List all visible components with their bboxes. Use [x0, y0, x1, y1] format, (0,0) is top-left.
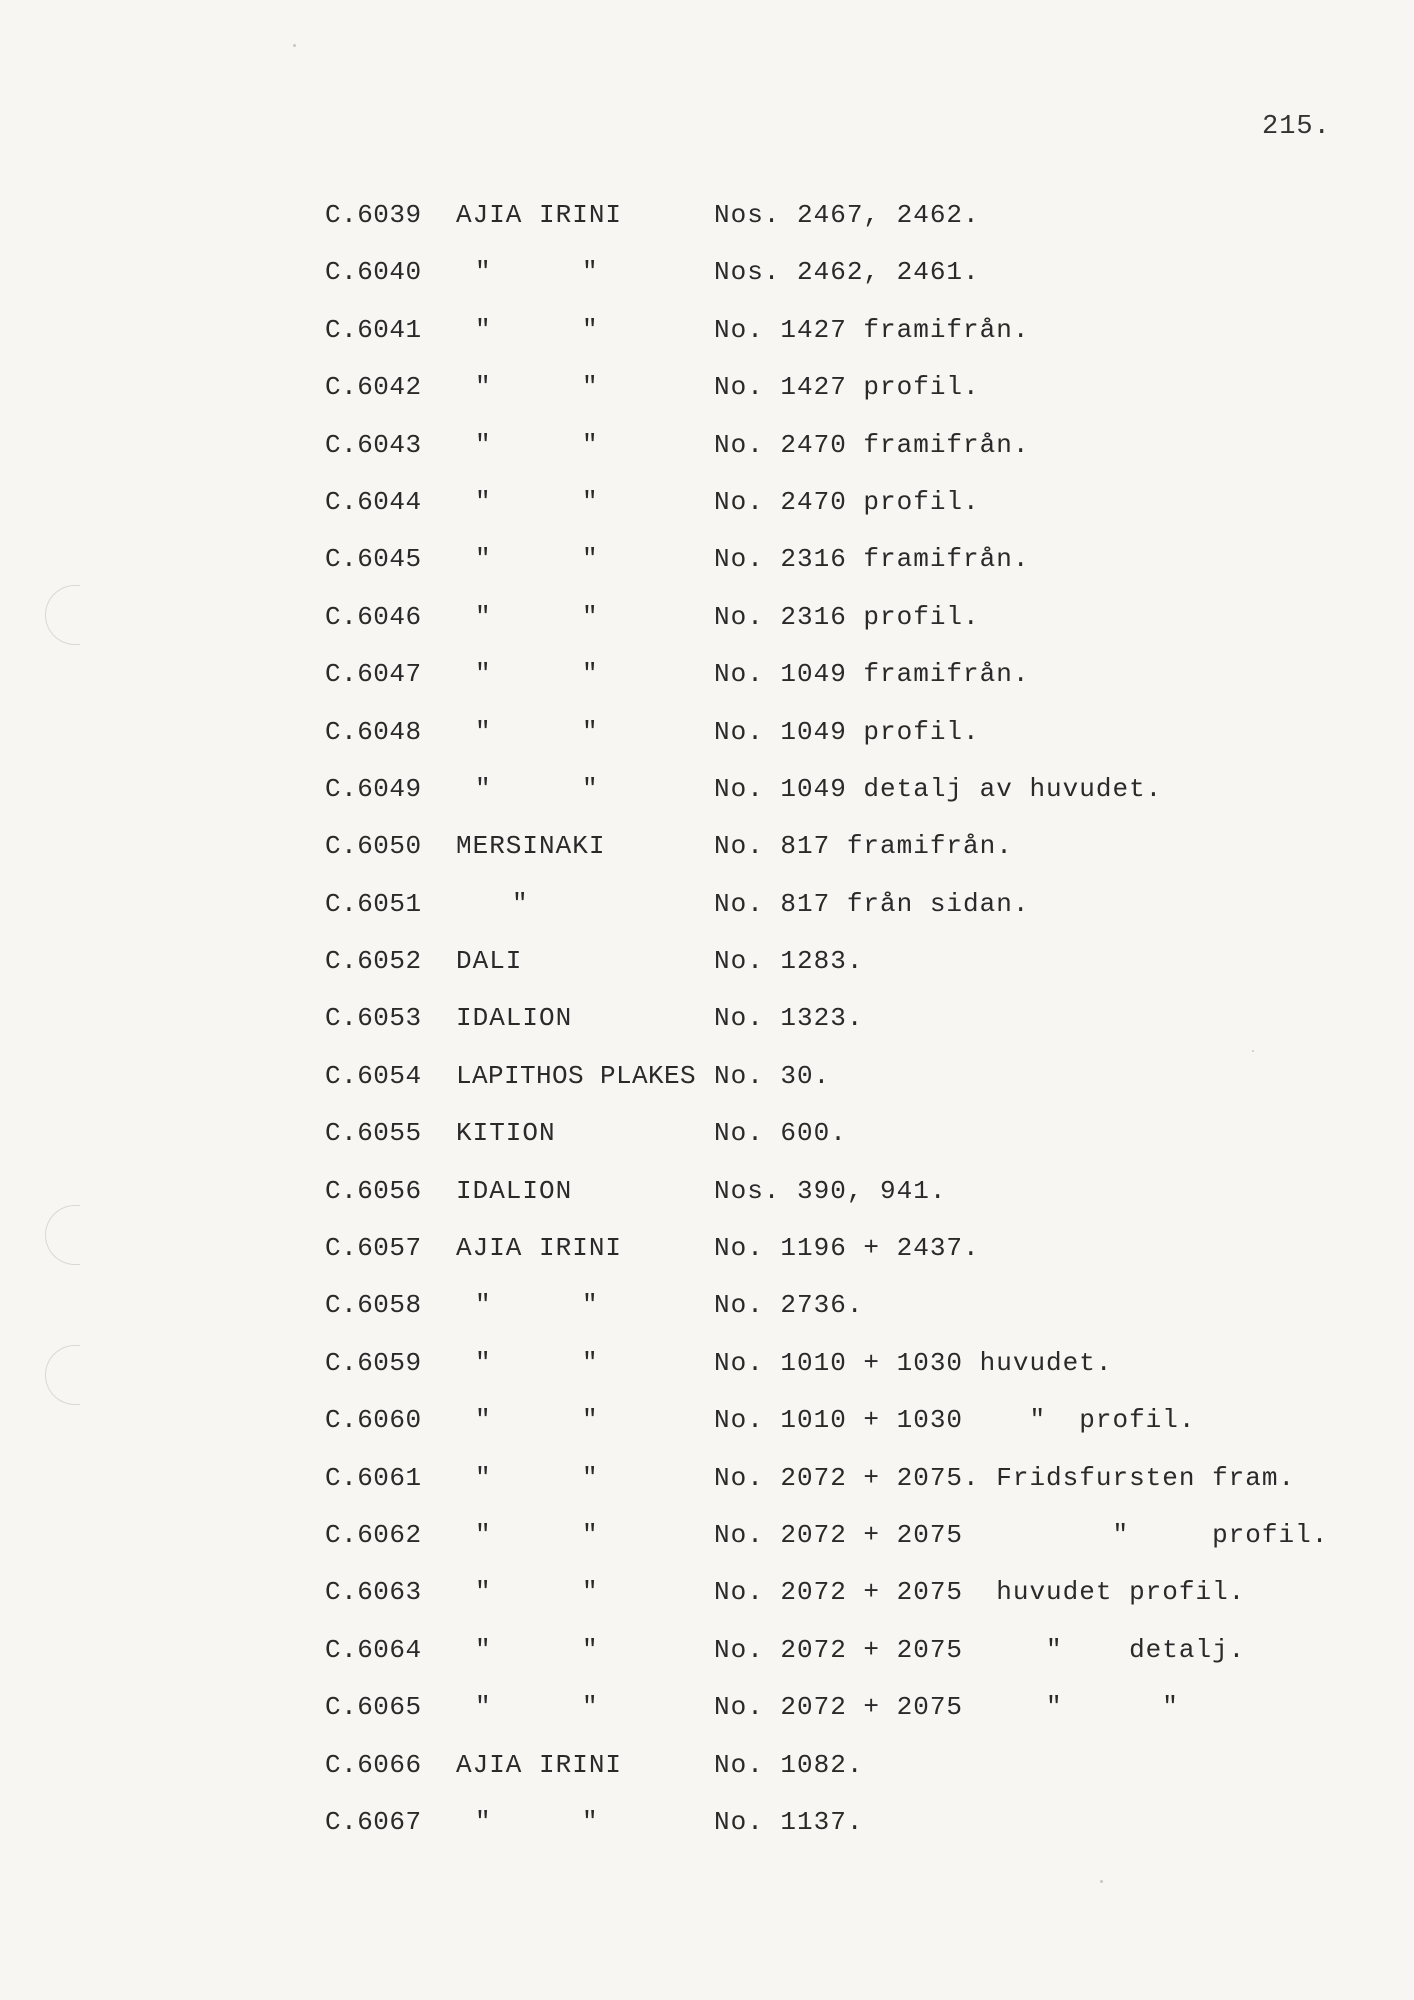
item-description: No. 2316 profil.: [714, 601, 980, 632]
page-number: 215.: [1262, 112, 1331, 142]
catalog-entry: [0, 831, 1414, 888]
catalog-entry: [0, 602, 1414, 659]
ditto-mark: ": [582, 716, 598, 747]
ditto-mark: ": [475, 1577, 491, 1608]
catalog-entry: [0, 1290, 1414, 1347]
ditto-mark: ": [475, 1519, 491, 1550]
ditto-mark: ": [582, 257, 598, 288]
item-description: No. 2072 + 2075. Fridsfursten fram.: [714, 1462, 1296, 1493]
catalog-entry: [0, 544, 1414, 601]
negative-number: C.6041: [325, 314, 422, 345]
catalog-entry: [0, 1003, 1414, 1060]
negative-number: C.6046: [325, 601, 422, 632]
item-description: No. 600.: [714, 1118, 847, 1149]
ditto-mark: ": [512, 888, 528, 919]
ditto-mark: ": [582, 1519, 598, 1550]
item-description: No. 2316 framifrån.: [714, 544, 1030, 575]
site-name: LAPITHOS PLAKES: [456, 1060, 697, 1091]
catalog-entry: [0, 1176, 1414, 1233]
catalog-entry: [0, 1635, 1414, 1692]
negative-number: C.6040: [325, 257, 422, 288]
item-description: Nos. 2462, 2461.: [714, 257, 980, 288]
negative-number: C.6065: [325, 1692, 422, 1723]
item-description: No. 1010 + 1030 huvudet.: [714, 1347, 1113, 1378]
catalog-entry: [0, 774, 1414, 831]
negative-number: C.6063: [325, 1577, 422, 1608]
negative-number: C.6049: [325, 773, 422, 804]
negative-number: C.6066: [325, 1749, 422, 1780]
ditto-mark: ": [582, 1806, 598, 1837]
ditto-mark: ": [582, 544, 598, 575]
ditto-mark: ": [582, 1634, 598, 1665]
negative-number: C.6064: [325, 1634, 422, 1665]
ditto-mark: ": [475, 1634, 491, 1665]
ditto-mark: ": [582, 314, 598, 345]
catalog-entry: [0, 430, 1414, 487]
site-name: KITION: [456, 1118, 556, 1149]
ditto-mark: ": [582, 1290, 598, 1321]
negative-number: C.6047: [325, 659, 422, 690]
item-description: No. 1427 profil.: [714, 372, 980, 403]
item-description: No. 1082.: [714, 1749, 864, 1780]
ditto-mark: ": [475, 257, 491, 288]
catalog-entry: [0, 1463, 1414, 1520]
catalog-entry: [0, 1118, 1414, 1175]
catalog-entry: [0, 1692, 1414, 1749]
catalog-entry: [0, 257, 1414, 314]
ditto-mark: ": [582, 372, 598, 403]
item-description: No. 1010 + 1030 " profil.: [714, 1405, 1196, 1436]
ditto-mark: ": [475, 716, 491, 747]
ditto-mark: ": [475, 601, 491, 632]
item-description: No. 1323.: [714, 1003, 864, 1034]
negative-number: C.6058: [325, 1290, 422, 1321]
site-name: IDALION: [456, 1175, 573, 1206]
negative-number: C.6059: [325, 1347, 422, 1378]
catalog-entry: [0, 659, 1414, 716]
ditto-mark: ": [475, 1290, 491, 1321]
item-description: No. 817 från sidan.: [714, 888, 1030, 919]
ditto-mark: ": [475, 372, 491, 403]
ditto-mark: ": [582, 486, 598, 517]
negative-number: C.6043: [325, 429, 422, 460]
negative-number: C.6050: [325, 831, 422, 862]
ditto-mark: ": [475, 1462, 491, 1493]
ditto-mark: ": [582, 659, 598, 690]
catalog-entry-list: [0, 200, 1414, 1864]
item-description: No. 2470 framifrån.: [714, 429, 1030, 460]
item-description: Nos. 2467, 2462.: [714, 200, 980, 230]
site-name: AJIA IRINI: [456, 200, 623, 230]
catalog-entry: [0, 889, 1414, 946]
site-name: MERSINAKI: [456, 831, 606, 862]
negative-number: C.6055: [325, 1118, 422, 1149]
ditto-mark: ": [475, 429, 491, 460]
negative-number: C.6052: [325, 946, 422, 977]
ditto-mark: ": [475, 544, 491, 575]
item-description: No. 817 framifrån.: [714, 831, 1013, 862]
ditto-mark: ": [582, 1577, 598, 1608]
ditto-mark: ": [475, 659, 491, 690]
negative-number: C.6062: [325, 1519, 422, 1550]
ditto-mark: ": [582, 1347, 598, 1378]
catalog-entry: [0, 1405, 1414, 1462]
ditto-mark: ": [475, 773, 491, 804]
catalog-entry: [0, 1577, 1414, 1634]
paper-speck: [293, 44, 296, 47]
item-description: No. 30.: [714, 1060, 831, 1091]
negative-number: C.6056: [325, 1175, 422, 1206]
ditto-mark: ": [475, 1692, 491, 1723]
ditto-mark: ": [582, 1405, 598, 1436]
item-description: No. 1196 + 2437.: [714, 1233, 980, 1264]
negative-number: C.6045: [325, 544, 422, 575]
site-name: IDALION: [456, 1003, 573, 1034]
site-name: AJIA IRINI: [456, 1233, 623, 1264]
item-description: No. 2470 profil.: [714, 486, 980, 517]
negative-number: C.6061: [325, 1462, 422, 1493]
paper-speck: [1100, 1880, 1103, 1883]
negative-number: C.6044: [325, 486, 422, 517]
ditto-mark: ": [475, 1347, 491, 1378]
negative-number: C.6051: [325, 888, 422, 919]
catalog-entry: [0, 1233, 1414, 1290]
catalog-entry: [0, 487, 1414, 544]
catalog-entry: [0, 1348, 1414, 1405]
item-description: No. 2736.: [714, 1290, 864, 1321]
ditto-mark: ": [582, 601, 598, 632]
negative-number: C.6060: [325, 1405, 422, 1436]
item-description: No. 1283.: [714, 946, 864, 977]
catalog-entry: [0, 315, 1414, 372]
catalog-entry: [0, 1750, 1414, 1807]
negative-number: C.6067: [325, 1806, 422, 1837]
ditto-mark: ": [582, 1462, 598, 1493]
item-description: No. 1049 profil.: [714, 716, 980, 747]
item-description: Nos. 390, 941.: [714, 1175, 947, 1206]
ditto-mark: ": [475, 1806, 491, 1837]
ditto-mark: ": [475, 314, 491, 345]
item-description: No. 1049 detalj av huvudet.: [714, 773, 1163, 804]
catalog-entry: [0, 372, 1414, 429]
ditto-mark: ": [582, 773, 598, 804]
negative-number: C.6057: [325, 1233, 422, 1264]
negative-number: C.6054: [325, 1060, 422, 1091]
item-description: No. 2072 + 2075 huvudet profil.: [714, 1577, 1246, 1608]
negative-number: C.6048: [325, 716, 422, 747]
catalog-entry: [0, 1061, 1414, 1118]
catalog-entry: [0, 1520, 1414, 1577]
catalog-entry: [0, 1807, 1414, 1864]
catalog-entry: [0, 946, 1414, 1003]
item-description: No. 1137.: [714, 1806, 864, 1837]
item-description: No. 2072 + 2075 " ": [714, 1692, 1179, 1723]
ditto-mark: ": [582, 1692, 598, 1723]
negative-number: C.6042: [325, 372, 422, 403]
item-description: No. 1049 framifrån.: [714, 659, 1030, 690]
catalog-entry: [0, 717, 1414, 774]
ditto-mark: ": [475, 1405, 491, 1436]
site-name: AJIA IRINI: [456, 1749, 623, 1780]
catalog-entry: [0, 200, 1414, 257]
ditto-mark: ": [475, 486, 491, 517]
negative-number: C.6053: [325, 1003, 422, 1034]
item-description: No. 2072 + 2075 " detalj.: [714, 1634, 1246, 1665]
site-name: DALI: [456, 946, 523, 977]
item-description: No. 1427 framifrån.: [714, 314, 1030, 345]
negative-number: C.6039: [325, 200, 422, 230]
ditto-mark: ": [582, 429, 598, 460]
item-description: No. 2072 + 2075 " profil.: [714, 1519, 1329, 1550]
